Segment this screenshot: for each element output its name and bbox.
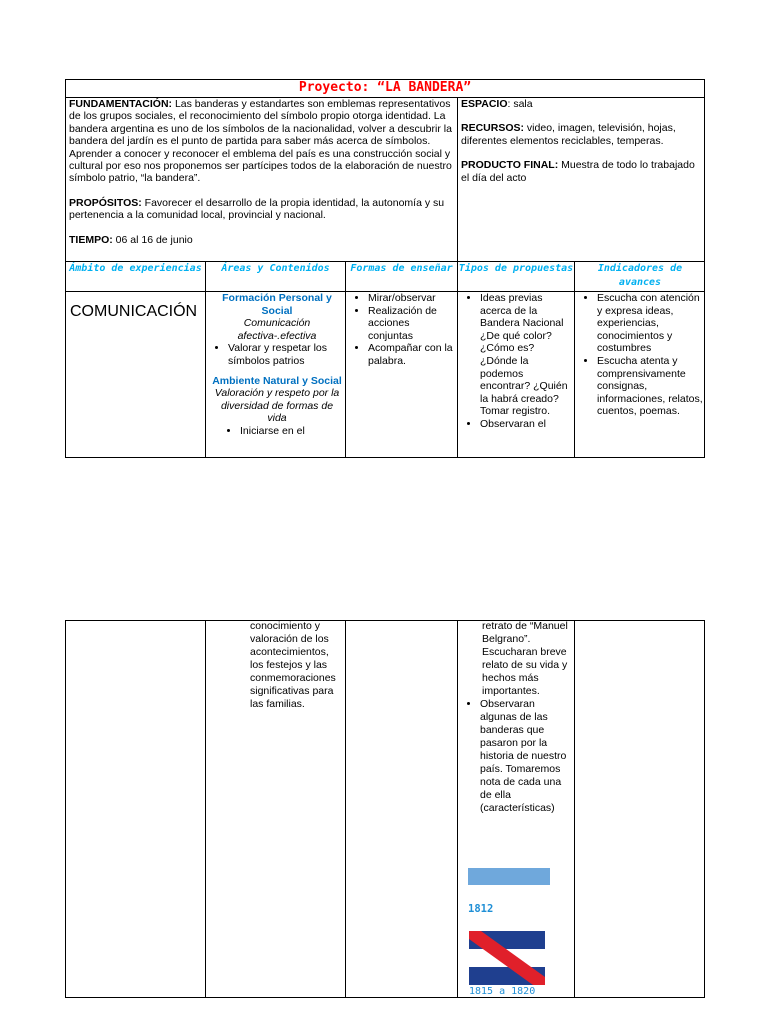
flag-1815-1820-label: 1815 a 1820 [469, 986, 536, 997]
list-item: • Observaran el [480, 418, 570, 431]
list-item: • Escucha atenta y comprensivamente consignas, informaciones, relatos, cuentos, poemas. [597, 355, 703, 418]
project-title: Proyecto: “LA BANDERA” [298, 80, 472, 95]
header-formas: Formas de enseñar [350, 263, 453, 274]
areas-list-2 [212, 425, 342, 438]
recursos-paragraph [461, 122, 703, 147]
fundamentacion-label: FUNDAMENTACIÓN: [69, 98, 173, 110]
indicadores-cell [581, 292, 703, 418]
header-areas: Áreas y Contenidos [221, 263, 330, 274]
areas-heading-ambiente: Ambiente Natural y Social [212, 374, 342, 387]
flag-1815-1820 [469, 931, 545, 985]
table2-col-divider-4 [574, 620, 575, 998]
table1-divider-info [457, 97, 458, 261]
producto-paragraph [461, 159, 703, 184]
formas-cell [352, 292, 455, 368]
list-item: • Acompañar con la palabra. [368, 342, 455, 367]
propositos-paragraph [69, 197, 455, 222]
fundamentacion-text: Las banderas y estandartes son emblemas representativos de los grupos sociales, el reconocimiento del símbolo propio otorga identidad. La bandera argentina es uno de los símbolos de la nacionalidad, volver a descubrir la bandera del jardín es el punto de partida para saber más acerca de símbolos. Aprender a conocer y reconocer el emblema del país es una construcción social y cultural por eso nos proponemos ser partícipes todos de la elaboración de nuestro símbolo patrio, “la bandera”. [69, 98, 452, 185]
indicadores-list [581, 292, 703, 418]
flag-1812 [468, 868, 550, 885]
list-item: • Escucha con atención y expresa ideas, experiencias, conocimientos y costumbres [597, 292, 703, 355]
propuestas-list [464, 292, 570, 431]
areas-cell [212, 292, 342, 457]
producto-text: Muestra de todo lo trabajado el día del acto [461, 159, 695, 184]
table2-border [65, 620, 705, 998]
propositos-text: Favorecer el desarrollo de la propia identidad, la autonomía y su pertenencia a la comunidad local, provincial y nacional. [69, 196, 445, 222]
espacio-label: ESPACIO [461, 98, 508, 110]
propuestas-cont-cell [464, 620, 572, 815]
tiempo-text: 06 al 16 de junio [112, 233, 193, 246]
areas-heading-formacion: Formación Personal y Social [222, 292, 332, 317]
propuestas-cont-list [464, 698, 572, 815]
list-item: • Realización de acciones conjuntas [368, 305, 455, 343]
list-item: • Iniciarse en el [240, 425, 342, 438]
areas-sub-valoracion: Valoración y respeto por la diversidad de formas de vida [214, 387, 340, 425]
areas-cont-text: conocimiento y valoración de los acontecimientos, los festejos y las conmemoraciones significativas para las familias. [250, 620, 336, 710]
tiempo-paragraph [69, 234, 455, 246]
flag-1812-label: 1812 [468, 903, 494, 915]
propuestas-cont-text: retrato de “Manuel Belgrano”. Escucharan breve relato de su vida y hechos más importantes. [482, 620, 568, 697]
header-indicadores: Indicadores de avances [597, 263, 683, 288]
ambito-cell: COMUNICACIÓN [70, 303, 198, 320]
table2-col-divider-3 [457, 620, 458, 998]
list-item: • Valorar y respetar los símbolos patrios [228, 342, 342, 367]
tiempo-label: TIEMPO: [69, 233, 113, 246]
header-ambito: Ámbito de experiencias [69, 263, 202, 274]
fundamentacion-paragraph [69, 98, 455, 185]
list-item: • Ideas previas acerca de la Bandera Nacional ¿De qué color? ¿Cómo es? ¿Dónde la podemos encontrar? ¿Quién la habrá creado? Tomar registro. [480, 292, 570, 418]
propuestas-cell [464, 292, 570, 457]
list-item: • Observaran algunas de las banderas que pasaron por la historia de nuestro país. Tomaremos nota de cada una de ella (características) [480, 698, 572, 815]
table2-col-divider-1 [205, 620, 206, 998]
areas-sub-comunicacion: Comunicación afectiva-.efectiva [237, 317, 317, 342]
areas-list-1 [212, 342, 342, 367]
espacio-cell [461, 98, 703, 184]
areas-cont-cell [250, 620, 342, 711]
table2-col-divider-2 [345, 620, 346, 998]
list-item: • Mirar/observar [368, 292, 455, 305]
producto-label: PRODUCTO FINAL: [461, 159, 559, 172]
formas-list [352, 292, 455, 368]
header-propuestas: Tipos de propuestas [458, 263, 574, 274]
recursos-text: video, imagen, televisión, hojas, diferentes elementos reciclables, temperas. [461, 122, 676, 147]
fundamentacion-cell [69, 98, 455, 246]
propositos-label: PROPÓSITOS: [69, 196, 142, 209]
recursos-label: RECURSOS: [461, 122, 525, 135]
espacio-text: : sala [507, 98, 533, 110]
espacio-paragraph [461, 98, 703, 110]
